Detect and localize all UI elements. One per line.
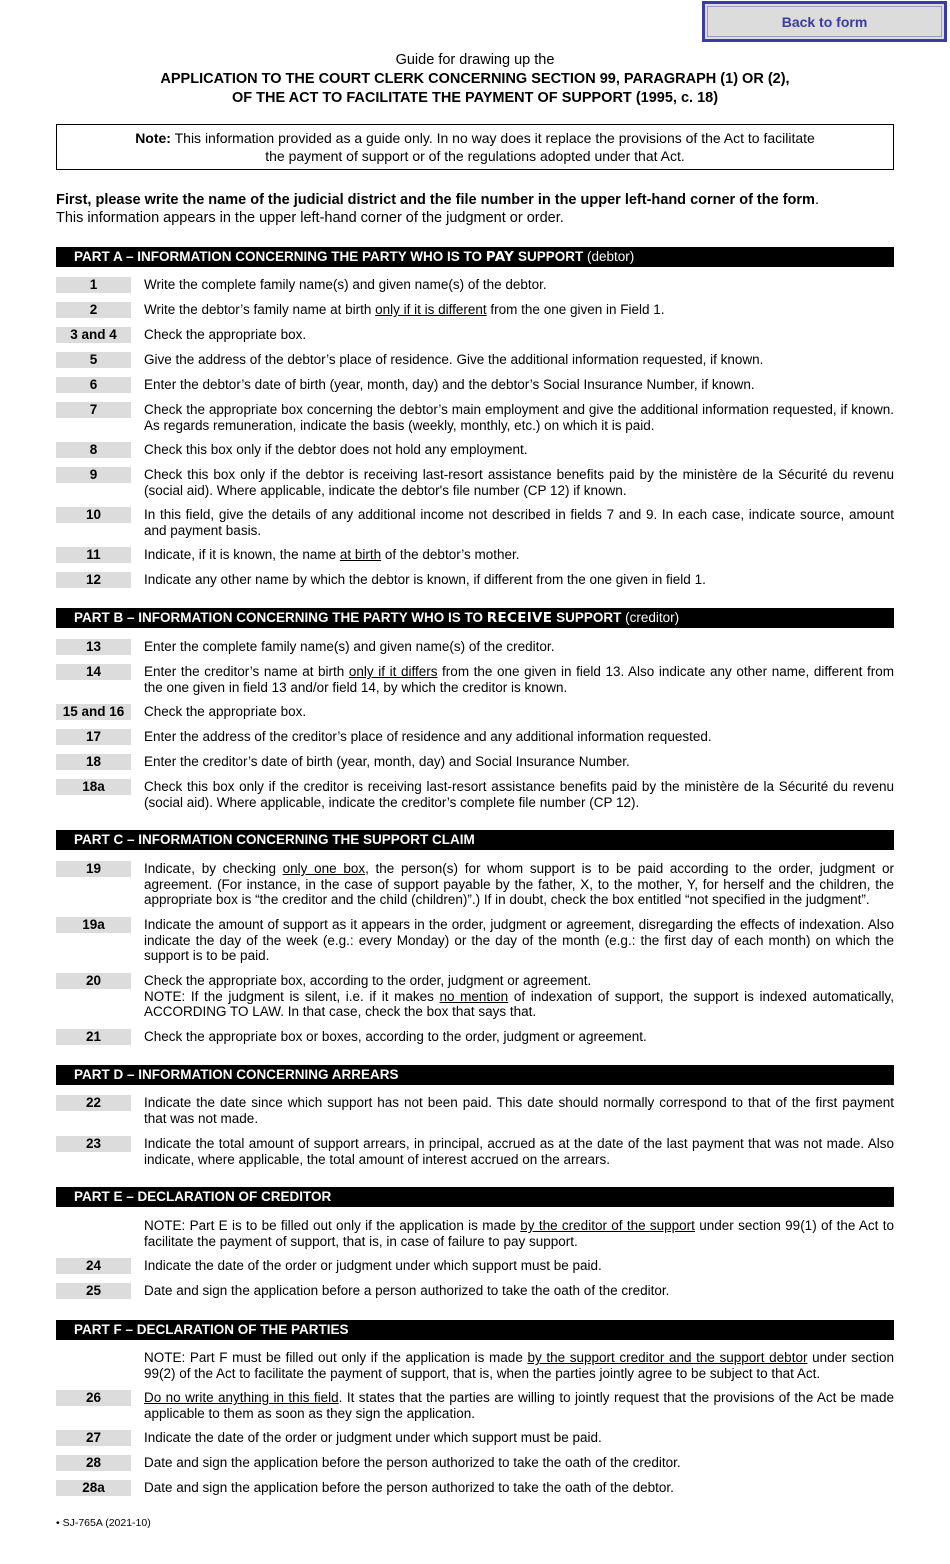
field-number: 22	[56, 1095, 131, 1111]
field-number: 15 and 16	[56, 704, 131, 720]
field-number: 5	[56, 352, 131, 368]
field-instruction: Enter the debtor’s date of birth (year, month, day) and the debtor’s Social Insurance Number, if known.	[144, 377, 755, 392]
part-e-header	[56, 1187, 894, 1207]
field-instruction: Indicate any other name by which the debtor is known, if different from the one given in field 1.	[144, 572, 706, 587]
form-code-footer: • SJ-765A (2021-10)	[56, 1517, 151, 1529]
part-d-title: PART D – INFORMATION CONCERNING ARREARS	[74, 1067, 399, 1082]
field-number: 26	[56, 1390, 131, 1406]
intro-bold: First, please write the name of the judicial district and the file number in the upper left-hand corner of the form	[56, 192, 815, 208]
field-number: 17	[56, 729, 131, 745]
field-instruction: Check the appropriate box.	[144, 327, 307, 342]
field-instruction: Date and sign the application before the person authorized to take the oath of the creditor.	[144, 1455, 681, 1470]
field-number: 23	[56, 1136, 131, 1152]
field-number: 24	[56, 1258, 131, 1274]
header-line-1: Guide for drawing up the	[395, 52, 555, 68]
field-number: 9	[56, 467, 131, 483]
part-f-header	[56, 1320, 894, 1340]
field-number: 6	[56, 377, 131, 393]
field-instruction: In this field, give the details of any additional income not described in fields 7 and 9. In each case, indicate source, amount and payment basis.	[144, 507, 894, 538]
part-c-header	[56, 830, 894, 850]
field-instruction: Check the appropriate box, according to the order, judgment or agreement. NOTE: If the judgment is silent, i.e. if it makes no mention of indexation of support, the support is indexed automatically, ACCORDING TO LAW. In that case, check the box that says that.	[144, 973, 894, 1019]
field-number: 10	[56, 507, 131, 523]
part-b-header	[56, 608, 894, 628]
field-number: 27	[56, 1430, 131, 1446]
part-a-title-post: SUPPORT	[514, 249, 584, 264]
part-a-title-paren: (debtor)	[583, 249, 635, 264]
field-number: 13	[56, 639, 131, 655]
field-number: 21	[56, 1029, 131, 1045]
field-number: 18	[56, 754, 131, 770]
field-instruction: Check the appropriate box concerning the debtor’s main employment and give the additional information requested, if known. As regards remuneration, indicate the basis (weekly, monthly, etc.) on which it is paid.	[144, 402, 894, 433]
field-instruction: Check the appropriate box or boxes, according to the order, judgment or agreement.	[144, 1029, 647, 1044]
field-instruction: NOTE: Part E is to be filled out only if the application is made by the creditor of the support under section 99(1) of the Act to facilitate the payment of support, that is, in case of failure to pay support.	[144, 1218, 894, 1249]
header-line-2: APPLICATION TO THE COURT CLERK CONCERNING SECTION 99, PARAGRAPH (1) OR (2),	[160, 71, 790, 87]
note-label: Note:	[135, 130, 171, 146]
field-instruction: Enter the creditor’s name at birth only if it differs from the one given in field 13. Also indicate any other name, different from the one given in field 13 and/or field 14, by which the creditor is known.	[144, 664, 894, 695]
field-number: 2	[56, 302, 131, 318]
part-f-title: PART F – DECLARATION OF THE PARTIES	[74, 1322, 349, 1337]
field-instruction: Indicate, if it is known, the name at birth of the debtor’s mother.	[144, 547, 520, 562]
intro-normal: This information appears in the upper left-hand corner of the judgment or order.	[56, 210, 564, 226]
field-number: 25	[56, 1283, 131, 1299]
field-number: 1	[56, 277, 131, 293]
field-number: 19a	[56, 917, 131, 933]
field-instruction: Indicate the total amount of support arrears, in principal, accrued as at the date of the last payment that was not made. Also indicate, where applicable, the total amount of interest accrued on the arrears.	[144, 1136, 894, 1167]
field-instruction: Date and sign the application before a person authorized to take the oath of the creditor.	[144, 1283, 670, 1298]
field-instruction: Check this box only if the debtor does not hold any employment.	[144, 442, 528, 457]
field-instruction: Check this box only if the debtor is receiving last-resort assistance benefits paid by the ministère de la Sécurité du revenu (social aid). Where applicable, indicate the debtor's file number (CP 12) if known.	[144, 467, 894, 498]
intro-bold-period: .	[814, 192, 819, 208]
part-b-title-emph: RECEIVE	[486, 610, 553, 626]
part-b-title-pre: PART B – INFORMATION CONCERNING THE PARTY WHO IS TO	[74, 610, 487, 625]
intro-instructions	[56, 191, 894, 227]
field-number: 28	[56, 1455, 131, 1471]
field-number: 7	[56, 402, 131, 418]
field-instruction: Enter the creditor’s date of birth (year, month, day) and Social Insurance Number.	[144, 754, 630, 769]
part-d-header	[56, 1065, 894, 1085]
field-number: 3 and 4	[56, 327, 131, 343]
field-number: 20	[56, 973, 131, 989]
document-header	[56, 51, 894, 108]
field-instruction: Indicate the amount of support as it appears in the order, judgment or agreement, disregarding the effects of indexation. Also indicate the day of the week (e.g.: every Monday) or the day of the month (e.g.: the first day of each month) on which the support is to be paid.	[144, 917, 894, 963]
part-a-title-pre: PART A – INFORMATION CONCERNING THE PARTY WHO IS TO	[74, 249, 486, 264]
back-to-form-button[interactable]: Back to form	[702, 1, 947, 42]
field-instruction: Date and sign the application before the person authorized to take the oath of the debtor.	[144, 1480, 674, 1495]
note-text-2: the payment of support or of the regulations adopted under that Act.	[265, 148, 685, 164]
field-instruction: Do no write anything in this field. It states that the parties are willing to jointly request that the provisions of the Act be made applicable to them as soon as they sign the application.	[144, 1390, 895, 1421]
field-instruction: Check the appropriate box.	[144, 704, 307, 719]
header-line-3: OF THE ACT TO FACILITATE THE PAYMENT OF SUPPORT (1995, c. 18)	[231, 90, 719, 106]
field-instruction: Indicate the date since which support has not been paid. This date should normally correspond to that of the first payment that was not made.	[144, 1095, 894, 1126]
field-number: 19	[56, 861, 131, 877]
field-instruction: Enter the address of the creditor’s place of residence and any additional information requested.	[144, 729, 712, 744]
part-b-title-post: SUPPORT	[552, 610, 622, 625]
field-instruction: Indicate the date of the order or judgment under which support must be paid.	[144, 1430, 602, 1445]
part-a-title-emph: PAY	[485, 249, 515, 265]
field-instruction: Enter the complete family name(s) and given name(s) of the creditor.	[144, 639, 555, 654]
field-number: 18a	[56, 779, 131, 795]
field-number: 11	[56, 547, 131, 563]
field-instruction: Give the address of the debtor’s place of residence. Give the additional information requested, if known.	[144, 352, 764, 367]
part-a-header	[56, 247, 894, 267]
field-instruction: Indicate, by checking only one box, the person(s) for whom support is to be paid according to the order, judgment or agreement. (For instance, in the case of support payable by the father, X, to the mother, Y, for herself and the children, the appropriate box is “the creditor and the child (children)”.) If in doubt, check the box entitled “not specified in the judgment”.	[144, 861, 895, 907]
field-number: 8	[56, 442, 131, 458]
field-instruction: Indicate the date of the order or judgment under which support must be paid.	[144, 1258, 602, 1273]
part-e-title: PART E – DECLARATION OF CREDITOR	[74, 1189, 332, 1204]
part-b-title-paren: (creditor)	[621, 610, 680, 625]
field-instruction: NOTE: Part F must be filled out only if the application is made by the support creditor and the support debtor under section 99(2) of the Act to facilitate the payment of support, that is, when the parties jointly agree to be subject to that Act.	[144, 1350, 894, 1381]
field-instruction: Write the debtor’s family name at birth only if it is different from the one given in Field 1.	[144, 302, 665, 317]
field-number: 28a	[56, 1480, 131, 1496]
field-instruction: Check this box only if the creditor is receiving last-resort assistance benefits paid by the ministère de la Sécurité du revenu (social aid). Where applicable, indicate the creditor’s complete file number (CP 12).	[144, 779, 894, 810]
field-number: 14	[56, 664, 131, 680]
part-c-title: PART C – INFORMATION CONCERNING THE SUPPORT CLAIM	[74, 832, 475, 847]
note-text-1: This information provided as a guide only. In no way does it replace the provisions of the Act to facilitate	[170, 130, 815, 146]
note-box	[56, 124, 894, 170]
field-instruction: Write the complete family name(s) and given name(s) of the debtor.	[144, 277, 547, 292]
field-number: 12	[56, 572, 131, 588]
